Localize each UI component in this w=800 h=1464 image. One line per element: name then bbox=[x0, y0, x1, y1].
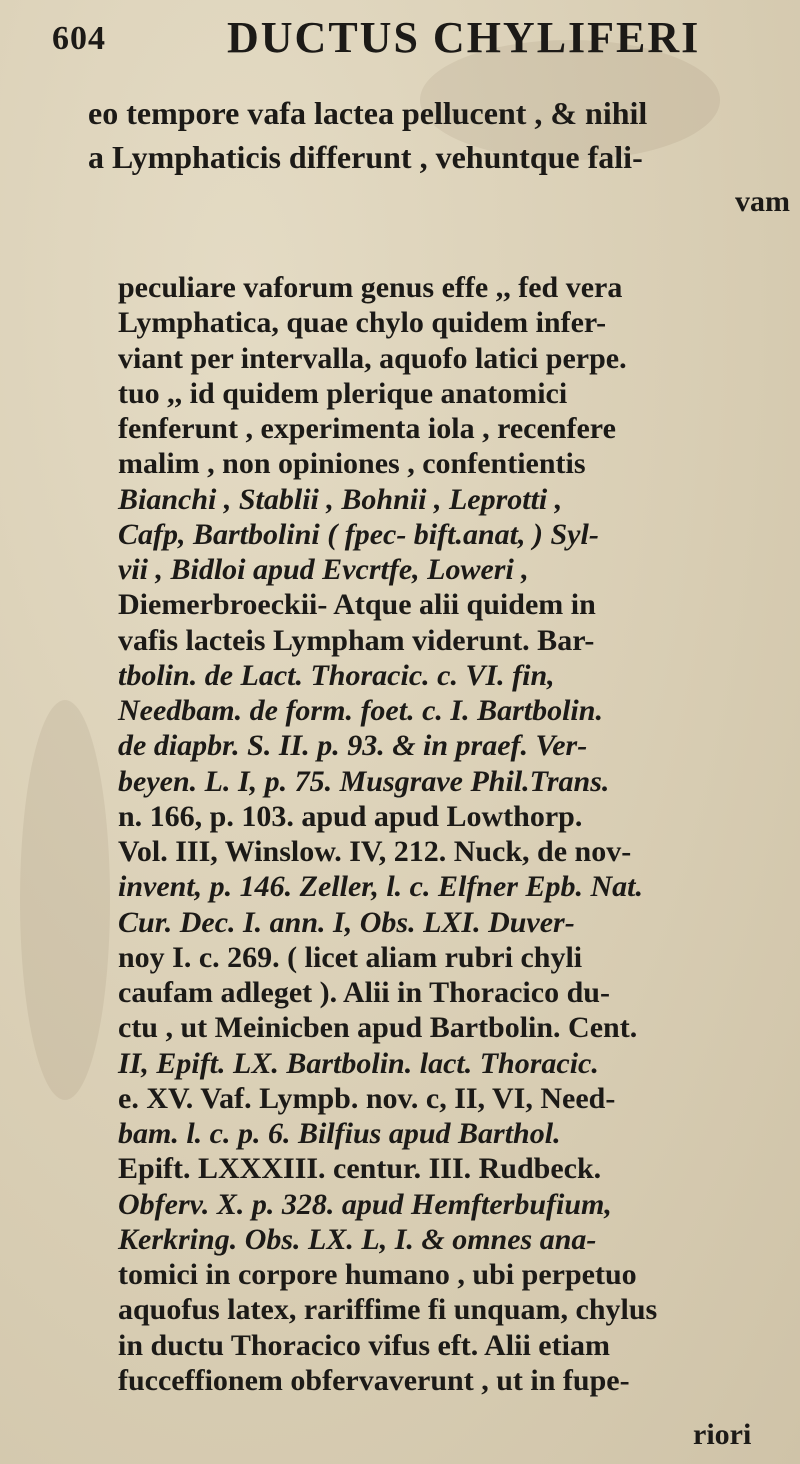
text-line: Bianchi , Stablii , Bohnii , Leprotti , bbox=[118, 483, 563, 516]
catchword: vam bbox=[735, 185, 790, 218]
text-line: n. 166, p. 103. apud apud Lowthorp. bbox=[118, 800, 583, 833]
text-line: fucceffionem obfervaverunt , ut in fupe- bbox=[118, 1364, 630, 1397]
text-line: noy I. c. 269. ( licet aliam rubri chyli bbox=[118, 941, 583, 974]
text-line: vafis lacteis Lympham viderunt. Bar- bbox=[118, 624, 595, 657]
text-line: tbolin. de Lact. Thoracic. c. VI. fin, bbox=[118, 659, 555, 692]
text-line: fenferunt , experimenta iola , recenfere bbox=[118, 412, 616, 445]
text-line: Cur. Dec. I. ann. I, Obs. LXI. Duver- bbox=[118, 906, 575, 939]
running-title: DUCTUS CHYLIFERI bbox=[227, 13, 701, 62]
catchword: riori bbox=[693, 1418, 752, 1451]
text-line: ctu , ut Meinicben apud Bartbolin. Cent. bbox=[118, 1011, 638, 1044]
text-line: vii , Bidloi apud Evcrtfe, Loweri , bbox=[118, 553, 529, 586]
text-line: Kerkring. Obs. LX. L, I. & omnes ana- bbox=[118, 1223, 597, 1256]
text-line: eo tempore vafa lactea pellucent , & nihil bbox=[88, 95, 648, 131]
text-line: Diemerbroeckii- Atque alii quidem in bbox=[118, 588, 596, 621]
text-line: viant per intervalla, aquofo latici perpe. bbox=[118, 342, 627, 375]
text-line: Needbam. de form. foet. c. I. Bartbolin. bbox=[118, 694, 603, 727]
page-number: 604 bbox=[52, 20, 106, 57]
text-line: beyen. L. I, p. 75. Musgrave Phil.Trans. bbox=[118, 765, 610, 798]
text-line: Obferv. X. p. 328. apud Hemfterbufium, bbox=[118, 1188, 612, 1221]
text-line: II, Epift. LX. Bartbolin. lact. Thoracic. bbox=[118, 1047, 599, 1080]
text-line: caufam adleget ). Alii in Thoracico du- bbox=[118, 976, 610, 1009]
text-line: a Lymphaticis differunt , vehuntque fali- bbox=[88, 139, 643, 175]
text-line: Vol. III, Winslow. IV, 212. Nuck, de nov- bbox=[118, 835, 632, 868]
text-line: in ductu Thoracico vifus eft. Alii etiam bbox=[118, 1329, 610, 1362]
page-header bbox=[52, 12, 752, 76]
text-line: de diapbr. S. II. p. 93. & in praef. Ver- bbox=[118, 729, 588, 762]
text-line: tomici in corpore humano , ubi perpetuo bbox=[118, 1258, 637, 1291]
text-line: peculiare vaforum genus effe ,, fed vera bbox=[118, 271, 623, 304]
text-line: invent, p. 146. Zeller, l. c. Elfner Epb. Nat. bbox=[118, 870, 643, 903]
text-line: Epift. LXXXIII. centur. III. Rudbeck. bbox=[118, 1152, 602, 1185]
text-line: bam. l. c. p. 6. Bilfius apud Barthol. bbox=[118, 1117, 561, 1150]
text-line: aquofus latex, rariffime fi unquam, chylus bbox=[118, 1293, 658, 1326]
text-line: Lymphatica, quae chylo quidem infer- bbox=[118, 306, 607, 339]
text-line: tuo ,, id quidem plerique anatomici bbox=[118, 377, 568, 410]
text-line: e. XV. Vaf. Lympb. nov. c, II, VI, Need- bbox=[118, 1082, 616, 1115]
text-line: malim , non opiniones , confentientis bbox=[118, 447, 586, 480]
paper-stain bbox=[20, 700, 110, 1100]
text-line: Cafp, Bartbolini ( fpec- bift.anat, ) Syl- bbox=[118, 518, 599, 551]
